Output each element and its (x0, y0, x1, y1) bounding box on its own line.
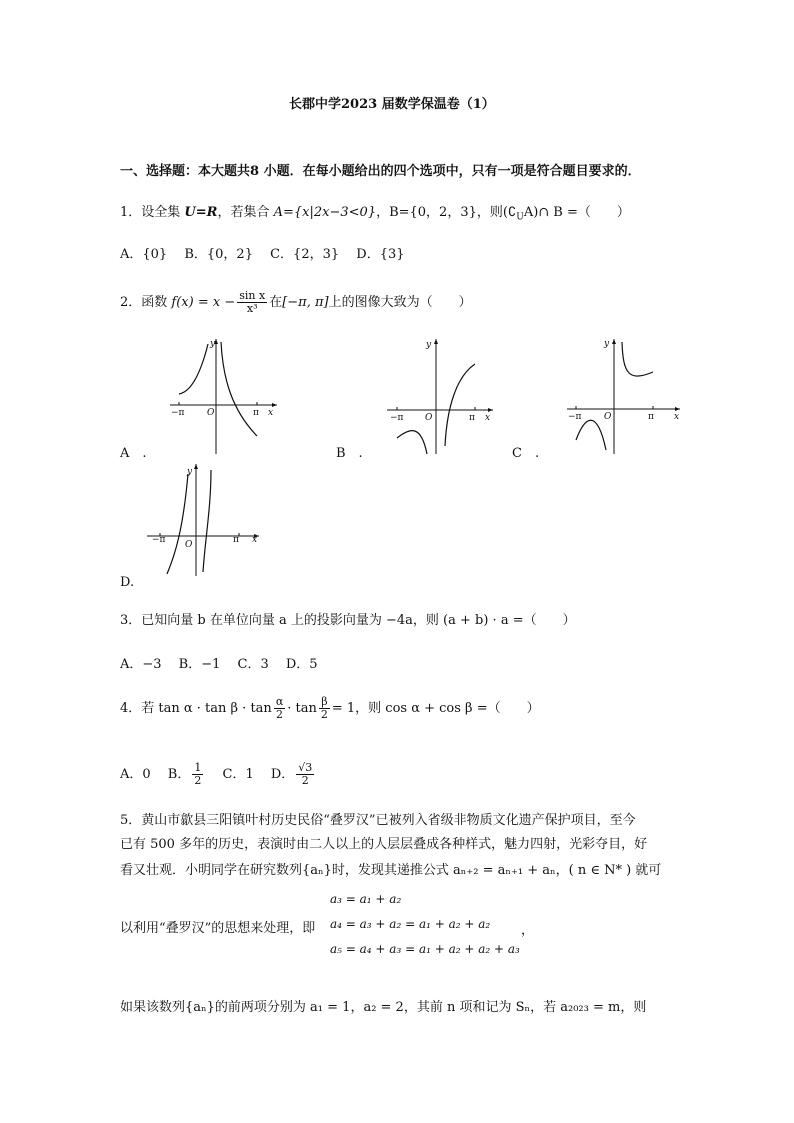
q4-opt-b-frac (192, 762, 203, 787)
graph-b-neg-pi: −π (390, 413, 404, 423)
question-5-eq-2: a₄ = a₃ + a₂ = a₁ + a₂ + a₂ (330, 917, 491, 931)
graph-a-y-label: y (210, 339, 216, 349)
q4-opt-c: C．1 D． (205, 767, 295, 782)
graph-b-origin: O (425, 413, 433, 423)
q4-frac-1-num: α (275, 695, 284, 708)
q1-stem-g: U (516, 212, 524, 223)
question-1-options: A．{0} B．{0，2} C．{2，3} D．{3} (120, 247, 405, 262)
graph-a (165, 336, 285, 456)
graph-b-x-label: x (485, 413, 491, 423)
question-4-options (120, 762, 316, 787)
q2-fraction (237, 290, 267, 315)
question-3-stem: 3．已知向量 b 在单位向量 a 上的投影向量为 −4a，则 (a + b) · a =（ ） (120, 613, 576, 628)
graph-d-x-label: x (252, 535, 258, 545)
graph-b (385, 336, 500, 456)
q4-opt-a: A．0 B． (120, 767, 191, 782)
q4-opt-d-frac (296, 762, 314, 787)
question-5-comma: ， (521, 923, 535, 938)
q2-stem-a: 2．函数 (120, 295, 172, 310)
q1-stem-h: A)∩ B =（ ） (523, 205, 630, 220)
option-c-label: C . (512, 446, 540, 461)
graph-a-origin: O (207, 408, 215, 418)
q4-frac-1-den: 2 (276, 708, 284, 721)
graph-d-pi: π (233, 535, 239, 545)
question-5-line-5: 如果该数列{aₙ}的前两项分别为 a₁ = 1，a₂ = 2，其前 n 项和记为 Sₙ，若 a₂₀₂₃ = m，则 (120, 1000, 647, 1015)
graph-d-neg-pi: −π (152, 535, 166, 545)
q2-stem-b: f(x) = x − (171, 295, 236, 310)
q4-opt-d-den: 2 (301, 774, 309, 787)
question-2-stem (120, 290, 472, 315)
graph-a-neg-pi: −π (171, 408, 185, 418)
q4-frac-2-den: 2 (320, 708, 328, 721)
q4-stem-c: = 1，则 cos α + cos β =（ ） (331, 701, 540, 716)
q1-stem-e: ，B={0，2，3}，则( (376, 205, 508, 220)
question-5-line-4: 以利用“叠罗汉”的思想来处理，即 (120, 921, 316, 936)
q4-frac-2 (319, 696, 330, 721)
graph-d (145, 460, 265, 578)
graph-b-pi: π (469, 413, 475, 423)
question-5-line-1: 5．黄山市歙县三阳镇叶村历史民俗“叠罗汉”已被列入省级非物质文化遗产保护项目，至今 (120, 813, 636, 828)
q4-opt-d-num: √3 (298, 761, 313, 774)
q2-stem-c: 在 (269, 295, 283, 310)
q1-stem-d: A={x|2x−3<0} (273, 205, 377, 220)
q4-opt-b-den: 2 (194, 774, 202, 787)
q4-stem-a: 4．若 tan α · tan β · tan (120, 701, 272, 716)
graph-c-neg-pi: −π (568, 412, 582, 422)
question-5-line-2: 已有 500 多年的历史，表演时由二人以上的人层层叠成各种样式，魅力四射，光彩夺目，好 (120, 837, 648, 852)
graph-d-origin: O (185, 540, 193, 550)
question-5-eq-3: a₅ = a₄ + a₃ = a₁ + a₂ + a₂ + a₃ (330, 942, 520, 956)
graph-c-x-label: x (674, 412, 680, 422)
question-4-stem (120, 696, 540, 721)
graph-c (565, 336, 685, 456)
graph-b-y-label: y (426, 340, 432, 350)
question-5-line-3: 看又壮观．小明同学在研究数列{aₙ}时，发现其递推公式 aₙ₊₂ = aₙ₊₁ + aₙ，( n ∈ N* ) 就可 (120, 863, 662, 878)
page-title: 长郡中学2023 届数学保温卷（1） (289, 97, 495, 112)
q4-opt-b-num: 1 (194, 761, 202, 774)
option-d-label: D. (120, 575, 135, 590)
graph-c-origin: O (604, 412, 612, 422)
graph-a-pi: π (253, 408, 259, 418)
graph-a-x-label: x (268, 408, 274, 418)
q1-stem-b: U=R (184, 205, 218, 220)
question-1-stem (120, 204, 630, 227)
q4-stem-b: · tan (287, 701, 317, 716)
section-heading: 一、选择题：本大题共8 小题．在每小题给出的四个选项中，只有一项是符合题目要求的． (120, 164, 641, 179)
q1-stem-f: ∁ (507, 205, 517, 220)
q1-stem-c: ，若集合 (217, 205, 274, 220)
option-a-label: A . (120, 446, 147, 461)
q2-fraction-num: sin x (239, 289, 266, 302)
question-3-options: A．−3 B．−1 C．3 D．5 (120, 657, 318, 672)
option-b-label: B . (336, 446, 363, 461)
q4-frac-2-num: β (319, 696, 330, 709)
graph-d-y-label: y (187, 467, 193, 477)
graph-c-y-label: y (604, 339, 610, 349)
graph-c-pi: π (648, 412, 654, 422)
question-5-eq-1: a₃ = a₁ + a₂ (330, 892, 402, 906)
q2-stem-d: [−π, π] (282, 295, 329, 310)
q1-stem-a: 1．设全集 (120, 205, 185, 220)
q2-stem-e: 上的图像大致为（ ） (328, 295, 472, 310)
q4-frac-1 (274, 696, 285, 721)
q2-fraction-den: x³ (246, 302, 258, 315)
